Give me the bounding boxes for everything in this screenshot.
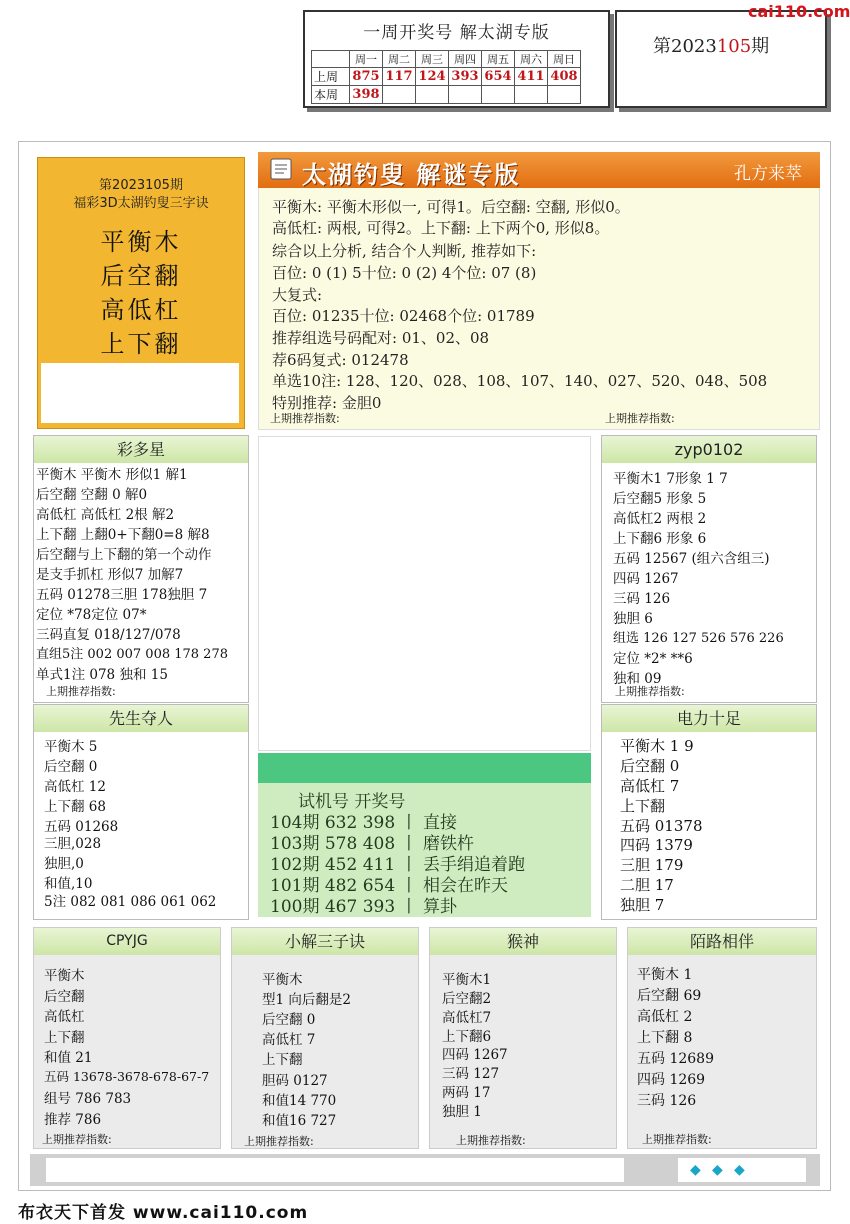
list-item: 独胆 1 xyxy=(442,1104,482,1120)
list-item: 上下翻6 形象 6 xyxy=(613,531,707,547)
index-label: 上期推荐指数: xyxy=(244,1135,314,1148)
footer-bar xyxy=(30,1154,820,1186)
list-item: 推荐 786 xyxy=(44,1112,102,1128)
list-item: 高低杠7 xyxy=(442,1010,492,1026)
diamond-icon: ◆ xyxy=(712,1162,723,1178)
list-item: 三胆,028 xyxy=(44,836,102,852)
weekday-header: 周六 xyxy=(515,51,548,68)
weekday-header: 周三 xyxy=(416,51,449,68)
kit-row: 100期 467 393 丨 算卦 xyxy=(270,897,457,917)
index-label: 上期推荐指数: xyxy=(42,1133,112,1146)
main-article-header xyxy=(258,152,820,188)
main-article-author: 孔方来萃 xyxy=(734,164,802,184)
kit-row: 103期 578 408 丨 磨铁杵 xyxy=(270,834,474,854)
kit-row: 101期 482 654 丨 相会在昨天 xyxy=(270,876,508,896)
list-item: 两码 17 xyxy=(442,1085,491,1101)
center-blank-area xyxy=(258,436,591,751)
diamond-icon: ◆ xyxy=(734,1162,745,1178)
footer-blank xyxy=(46,1158,624,1182)
weekly-draw-panel xyxy=(303,10,610,108)
list-item: 和值,10 xyxy=(44,876,93,892)
list-item: 二胆 17 xyxy=(620,876,674,894)
draw-number: 875 xyxy=(350,68,383,86)
main-article-title: 太湖钓叟 解谜专版 xyxy=(302,160,521,189)
index-label: 上期推荐指数: xyxy=(605,412,675,425)
bottom-brand-link[interactable]: 布衣天下首发 www.cai110.com xyxy=(18,1203,309,1223)
list-item: 后空翻 xyxy=(44,989,85,1005)
list-item: 上下翻 68 xyxy=(44,799,106,815)
list-item: 高低杠 12 xyxy=(44,779,106,795)
list-item: 三码 126 xyxy=(637,1093,697,1109)
panel-line: 后空翻 xyxy=(100,262,182,290)
panel-subtitle: 福彩3D太湖钓叟三字诀 xyxy=(73,196,209,211)
list-item: 后空翻 69 xyxy=(637,988,702,1004)
list-item: 直组5注 002 007 008 178 278 xyxy=(36,647,228,662)
list-item: 高低杠 7 xyxy=(262,1032,316,1048)
article-line: 特别推荐: 金胆0 xyxy=(272,394,382,412)
list-item: 五码 01268 xyxy=(44,819,119,835)
list-item: 高低杠 7 xyxy=(620,777,680,795)
article-line: 平衡木: 平衡木形似一, 可得1。后空翻: 空翻, 形似0。 xyxy=(272,198,630,216)
cpyjg-title: CPYJG xyxy=(34,928,220,955)
panel-line: 高低杠 xyxy=(100,296,182,324)
index-label: 上期推荐指数: xyxy=(270,412,340,425)
diamond-icon: ◆ xyxy=(690,1162,701,1178)
list-item: 和值16 727 xyxy=(262,1113,337,1129)
article-line: 荐6码复式: 012478 xyxy=(272,351,409,369)
list-item: 独胆,0 xyxy=(44,856,84,872)
index-label: 上期推荐指数: xyxy=(46,685,116,698)
list-item: 高低杠 xyxy=(44,1009,85,1025)
list-item: 定位 *78定位 07* xyxy=(36,607,147,623)
list-item: 组号 786 783 xyxy=(44,1091,132,1107)
panel-line: 平衡木 xyxy=(100,228,182,256)
list-item: 后空翻 0 xyxy=(262,1012,316,1028)
list-item: 平衡木 1 9 xyxy=(620,737,694,755)
list-item: 上下翻 xyxy=(620,797,666,815)
article-line: 综合以上分析, 结合个人判断, 推荐如下: xyxy=(272,242,537,260)
list-item: 上下翻 xyxy=(262,1052,303,1068)
list-item: 五码 13678-3678-678-67-7 xyxy=(44,1069,210,1084)
list-item: 上下翻 8 xyxy=(637,1030,693,1046)
index-label: 上期推荐指数: xyxy=(456,1134,526,1147)
list-item: 胆码 0127 xyxy=(262,1073,328,1089)
list-item: 上下翻6 xyxy=(442,1029,492,1045)
houshen-title: 猴神 xyxy=(430,928,616,955)
panel-issue: 第2023105期 xyxy=(99,178,183,193)
article-line: 大复式: xyxy=(272,286,323,304)
list-item: 四码 1267 xyxy=(442,1047,508,1063)
caiduoxing-title: 彩多星 xyxy=(34,436,248,463)
article-line: 百位: 01235十位: 02468个位: 01789 xyxy=(272,307,535,325)
panel-blank xyxy=(41,363,239,423)
list-item: 高低杠2 两根 2 xyxy=(613,511,707,527)
xiaojie-title: 小解三子诀 xyxy=(232,928,418,955)
list-item: 后空翻与上下翻的第一个动作 xyxy=(36,547,212,563)
site-logo[interactable]: cai110.com xyxy=(748,2,850,21)
list-item: 高低杠 2 xyxy=(637,1009,693,1025)
list-item: 单式1注 078 独和 15 xyxy=(36,667,168,683)
panel-line: 上下翻 xyxy=(100,330,182,358)
article-line: 单选10注: 128、120、028、108、107、140、027、520、048、508 xyxy=(272,372,768,390)
list-item: 三码 126 xyxy=(613,591,671,607)
xiansheng-title: 先生夺人 xyxy=(34,705,248,732)
article-line: 推荐组选号码配对: 01、02、08 xyxy=(272,329,490,347)
list-item: 和值 21 xyxy=(44,1050,93,1066)
kit-row: 104期 632 398 丨 直接 xyxy=(270,813,457,833)
draw-number: 411 xyxy=(515,68,548,86)
list-item: 后空翻2 xyxy=(442,991,492,1007)
list-item: 平衡木 xyxy=(44,968,85,984)
list-item: 上下翻 xyxy=(44,1030,85,1046)
list-item: 五码 01378 xyxy=(620,817,703,835)
list-item: 后空翻 空翻 0 解0 xyxy=(36,487,148,503)
list-item: 独和 09 xyxy=(613,671,662,687)
draw-number: 393 xyxy=(449,68,482,86)
index-label: 上期推荐指数: xyxy=(642,1133,712,1146)
kit-panel-header xyxy=(258,753,591,783)
list-item: 上下翻 上翻0+下翻0=8 解8 xyxy=(36,527,210,543)
last-week-label: 上周 xyxy=(312,68,350,86)
weekday-header: 周一 xyxy=(350,51,383,68)
draw-number: 654 xyxy=(482,68,515,86)
list-item: 五码 12689 xyxy=(637,1051,714,1067)
list-item: 平衡木 1 xyxy=(637,967,693,983)
weekly-draw-table xyxy=(311,50,581,104)
draw-number: 117 xyxy=(383,68,416,86)
list-item: 后空翻 0 xyxy=(44,759,98,775)
list-item: 四码 1267 xyxy=(613,571,679,587)
list-item: 后空翻 0 xyxy=(620,757,680,775)
dianli-title: 电力十足 xyxy=(602,705,816,732)
list-item: 平衡木1 7形象 1 7 xyxy=(613,471,728,487)
list-item: 和值14 770 xyxy=(262,1093,337,1109)
list-item: 四码 1379 xyxy=(620,836,693,854)
list-item: 三码直复 018/127/078 xyxy=(36,627,181,643)
weekday-header: 周二 xyxy=(383,51,416,68)
list-item: 组选 126 127 526 576 226 xyxy=(613,631,784,646)
draw-number: 398 xyxy=(350,86,383,104)
weekday-header: 周日 xyxy=(548,51,581,68)
weekly-draw-title: 一周开奖号 解太湖专版 xyxy=(363,23,550,43)
list-item: 五码 01278三胆 178独胆 7 xyxy=(36,587,208,603)
list-item: 后空翻5 形象 5 xyxy=(613,491,707,507)
list-item: 四码 1269 xyxy=(637,1072,706,1088)
list-item: 平衡木 5 xyxy=(44,739,98,755)
list-item: 五码 12567 (组六含组三) xyxy=(613,551,770,567)
list-item: 独胆 7 xyxy=(620,896,665,914)
draw-number: 408 xyxy=(548,68,581,86)
list-item: 是支手抓杠 形似7 加解7 xyxy=(36,567,184,583)
yellow-title-panel xyxy=(37,157,245,429)
issue-number: 第2023105期 xyxy=(653,36,770,57)
article-line: 高低杠: 两根, 可得2。上下翻: 上下两个0, 形似8。 xyxy=(272,219,610,237)
this-week-label: 本周 xyxy=(312,86,350,104)
weekday-header: 周五 xyxy=(482,51,515,68)
list-item: 平衡木 平衡木 形似1 解1 xyxy=(36,467,188,483)
scroll-icon xyxy=(268,156,296,182)
kit-header: 试机号 开奖号 xyxy=(298,792,406,812)
molu-title: 陌路相伴 xyxy=(628,928,816,955)
list-item: 定位 *2* **6 xyxy=(613,651,693,667)
list-item: 三胆 179 xyxy=(620,856,684,874)
list-item: 平衡木 xyxy=(262,972,303,988)
draw-number: 124 xyxy=(416,68,449,86)
list-item: 5注 082 081 086 061 062 xyxy=(44,894,217,910)
list-item: 高低杠 高低杠 2根 解2 xyxy=(36,507,175,523)
list-item: 独胆 6 xyxy=(613,611,653,627)
kit-row: 102期 452 411 丨 丢手绢追着跑 xyxy=(270,855,525,875)
list-item: 型1 向后翻是2 xyxy=(262,992,351,1008)
index-label: 上期推荐指数: xyxy=(615,685,685,698)
zyp0102-title: zyp0102 xyxy=(602,436,816,463)
issue-number-panel xyxy=(615,10,827,108)
article-line: 百位: 0 (1) 5十位: 0 (2) 4个位: 07 (8) xyxy=(272,264,537,282)
list-item: 三码 127 xyxy=(442,1066,500,1082)
weekday-header: 周四 xyxy=(449,51,482,68)
list-item: 平衡木1 xyxy=(442,972,492,988)
